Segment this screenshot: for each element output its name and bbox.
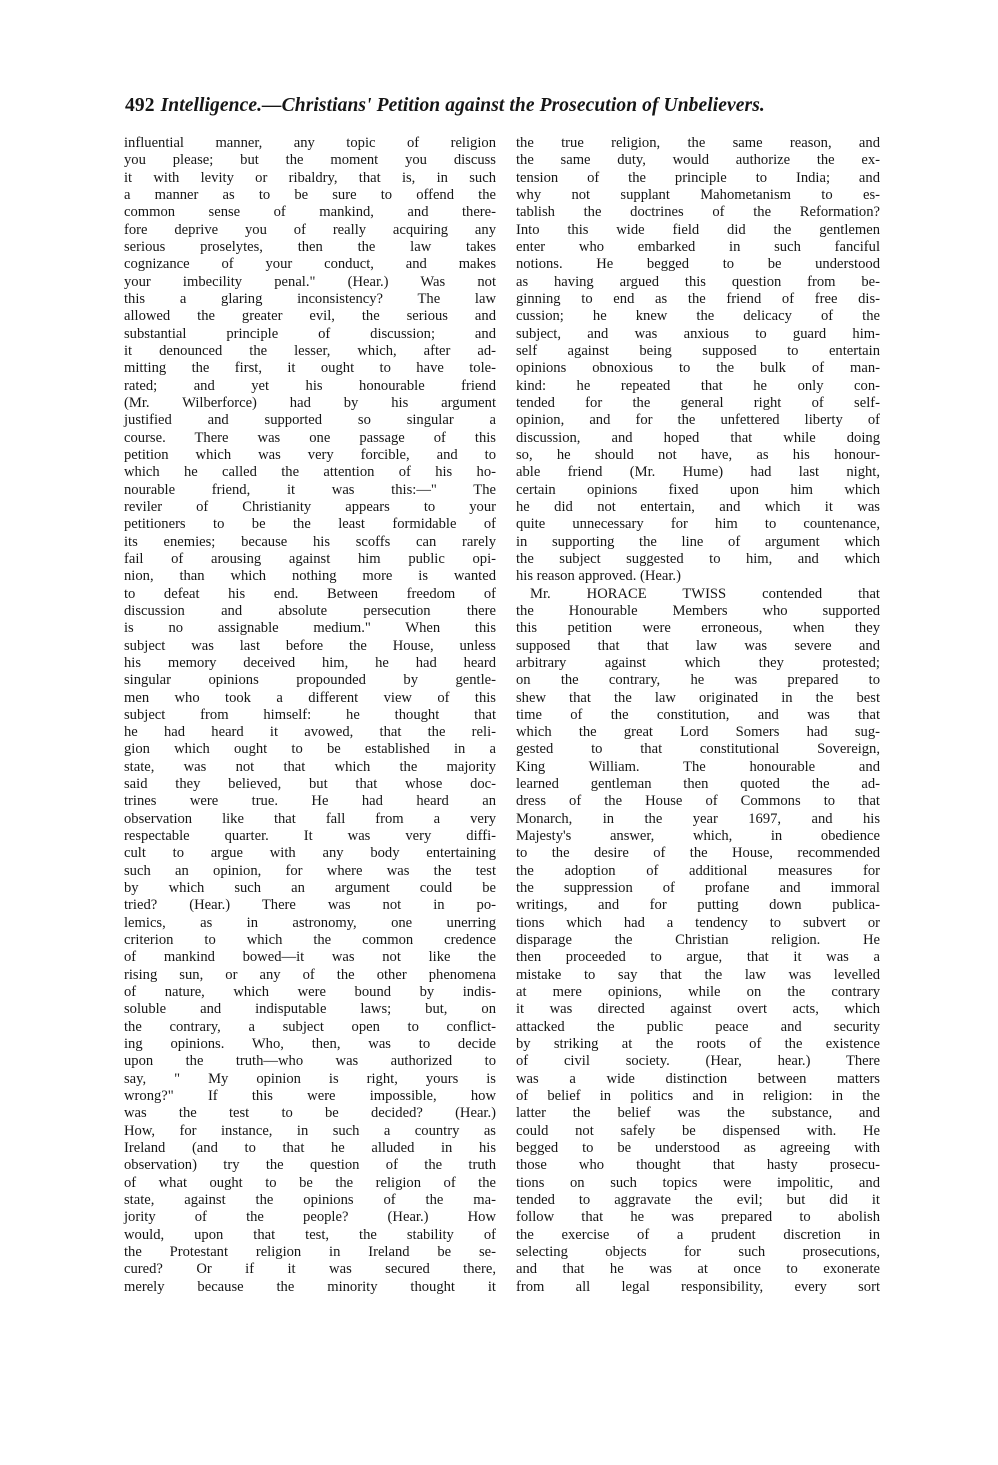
text-line: discussion, and hoped that while doing bbox=[516, 429, 880, 446]
text-line: ing opinions. Who, then, was to decide bbox=[124, 1036, 496, 1053]
text-line: Mr. HORACE TWISS contended that bbox=[530, 585, 880, 602]
text-line: said they believed, but that whose doc- bbox=[124, 776, 496, 793]
text-line: at mere opinions, while on the contrary bbox=[516, 984, 880, 1001]
text-line: of belief in politics and in religion: in the bbox=[516, 1088, 880, 1105]
text-line: arbitrary against which they protested; bbox=[516, 654, 880, 671]
text-line: nion, than which nothing more is wanted bbox=[124, 568, 496, 585]
text-line: discussion and absolute persecution there bbox=[124, 602, 496, 619]
text-line: in supporting the line of argument which bbox=[516, 533, 880, 550]
text-line: this a glaring inconsistency? The law bbox=[124, 290, 496, 307]
text-line: enter who embarked in such fanciful bbox=[516, 238, 880, 255]
text-line: of nature, which were bound by indis- bbox=[124, 984, 496, 1001]
text-line: of civil society. (Hear, hear.) There bbox=[516, 1053, 880, 1070]
text-line: tended to aggravate the evil; but did it bbox=[516, 1192, 880, 1209]
text-line: respectable quarter. It was very diffi- bbox=[124, 828, 496, 845]
text-line: such an opinion, for where was the test bbox=[124, 862, 496, 879]
text-line: the suppression of profane and immoral bbox=[516, 880, 880, 897]
text-line: merely because the minority thought it bbox=[124, 1278, 496, 1295]
text-line: tablish the doctrines of the Reformation? bbox=[516, 204, 880, 221]
text-line: its enemies; because his scoffs can rarely bbox=[124, 533, 496, 550]
text-line: cult to argue with any body entertaining bbox=[124, 845, 496, 862]
text-line: the true religion, the same reason, and bbox=[516, 135, 880, 151]
text-line: was the test to be decided? (Hear.) bbox=[124, 1105, 496, 1122]
text-line: opinions obnoxious to the bulk of man- bbox=[516, 360, 880, 377]
text-line: fail of arousing against him public opi- bbox=[124, 550, 496, 567]
text-line: so, he should not have, as his honour- bbox=[516, 446, 880, 463]
text-line: King William. The honourable and bbox=[516, 758, 880, 775]
text-line: the Honourable Members who supported bbox=[516, 602, 880, 619]
text-line: then proceeded to argue, that it was a bbox=[516, 949, 880, 966]
text-line: those who thought that hasty prosecu- bbox=[516, 1157, 880, 1174]
text-line: and that he was at once to exonerate bbox=[516, 1261, 880, 1278]
text-line: could not safely be dispensed with. He bbox=[516, 1122, 880, 1139]
text-line: by which such an argument could be bbox=[124, 880, 496, 897]
text-line: it denounced the lesser, which, after ad- bbox=[124, 342, 496, 359]
text-line: from all legal responsibility, every sort bbox=[516, 1278, 880, 1295]
text-line: influential manner, any topic of religion bbox=[124, 135, 496, 151]
text-line: serious proselytes, then the law takes bbox=[124, 238, 496, 255]
text-line: by striking at the roots of the existence bbox=[516, 1036, 880, 1053]
text-line: ginning to end as the friend of free dis- bbox=[516, 290, 880, 307]
text-line: observation like that fall from a very bbox=[124, 810, 496, 827]
text-line: a manner as to be sure to offend the bbox=[124, 186, 496, 203]
text-line: Monarch, in the year 1697, and his bbox=[516, 810, 880, 827]
text-line: the adoption of additional measures for bbox=[516, 862, 880, 879]
text-line: why not supplant Mahometanism to es- bbox=[516, 186, 880, 203]
text-line: mistake to say that the law was levelled bbox=[516, 966, 880, 983]
text-line: state, against the opinions of the ma- bbox=[124, 1192, 496, 1209]
text-line: quite unnecessary for him to countenance, bbox=[516, 516, 880, 533]
text-line: the Protestant religion in Ireland be se- bbox=[124, 1244, 496, 1260]
text-line: selecting objects for such prosecutions, bbox=[516, 1244, 880, 1260]
text-line: time of the constitution, and was that bbox=[516, 706, 880, 723]
text-line: tension of the principle to India; and bbox=[516, 169, 880, 186]
text-line: tended for the general right of self- bbox=[516, 394, 880, 411]
text-line: which he called the attention of his ho- bbox=[124, 464, 496, 481]
text-line: your imbecility penal." (Hear.) Was not bbox=[124, 273, 496, 290]
text-line: of mankind bowed—it was not like the bbox=[124, 949, 496, 966]
text-line: to defeat his end. Between freedom of bbox=[124, 585, 496, 602]
text-line: tions on such topics were impolitic, and bbox=[516, 1174, 880, 1191]
text-line: subject was last before the House, unless bbox=[124, 637, 496, 654]
text-line: which the great Lord Somers had sug- bbox=[516, 724, 880, 741]
text-column-right bbox=[516, 135, 880, 1296]
text-line: writings, and for putting down publica- bbox=[516, 897, 880, 914]
text-line: supposed that that law was severe and bbox=[516, 637, 880, 654]
page-number: 492 bbox=[125, 95, 155, 116]
text-line: learned gentleman then quoted the ad- bbox=[516, 776, 880, 793]
text-line: the subject suggested to him, and which bbox=[516, 550, 880, 567]
text-line: mitting the first, it ought to have tole- bbox=[124, 360, 496, 377]
text-line: cured? Or if it was secured there, bbox=[124, 1261, 496, 1278]
text-line: notions. He begged to be understood bbox=[516, 256, 880, 273]
text-line: petition which was very forcible, and to bbox=[124, 446, 496, 463]
text-line: justified and supported so singular a bbox=[124, 412, 496, 429]
text-line: begged to be understood as agreeing with bbox=[516, 1140, 880, 1157]
text-line: of what ought to be the religion of the bbox=[124, 1174, 496, 1191]
text-line: certain opinions fixed upon him which bbox=[516, 481, 880, 498]
running-title: Intelligence.—Christians' Petition against the Prosecution of Unbelievers. bbox=[160, 95, 765, 116]
text-line: cussion; he knew the delicacy of the bbox=[516, 308, 880, 325]
text-line: kind: he repeated that he only con- bbox=[516, 377, 880, 394]
text-line: was a wide distinction between matters bbox=[516, 1070, 880, 1087]
text-line: rated; and yet his honourable friend bbox=[124, 377, 496, 394]
text-line: attacked the public peace and security bbox=[516, 1018, 880, 1035]
text-line: would, upon that test, the stability of bbox=[124, 1226, 496, 1243]
text-line: is no assignable medium." When this bbox=[124, 620, 496, 637]
text-line: Into this wide field did the gentlemen bbox=[516, 221, 880, 238]
text-line: men who took a different view of this bbox=[124, 689, 496, 706]
text-line: the exercise of a prudent discretion in bbox=[516, 1226, 880, 1243]
text-line: able friend (Mr. Hume) had last night, bbox=[516, 464, 880, 481]
text-line: on the contrary, he was prepared to bbox=[516, 672, 880, 689]
text-line: self against being supposed to entertain bbox=[516, 342, 880, 359]
text-line: you please; but the moment you discuss bbox=[124, 152, 496, 169]
running-head bbox=[125, 95, 885, 117]
text-line: subject, and was anxious to guard him- bbox=[516, 325, 880, 342]
text-line: allowed the greater evil, the serious and bbox=[124, 308, 496, 325]
text-line: lemics, as in astronomy, one unerring bbox=[124, 914, 496, 931]
text-line: it with levity or ribaldry, that is, in such bbox=[124, 169, 496, 186]
text-line: to the desire of the House, recommended bbox=[516, 845, 880, 862]
text-line: How, for instance, in such a country as bbox=[124, 1122, 496, 1139]
text-line: soluble and indisputable laws; but, on bbox=[124, 1001, 496, 1018]
text-line: trines were true. He had heard an bbox=[124, 793, 496, 810]
text-line: tions which had a tendency to subvert or bbox=[516, 914, 880, 931]
text-line: upon the truth—who was authorized to bbox=[124, 1053, 496, 1070]
text-line: tried? (Hear.) There was not in po- bbox=[124, 897, 496, 914]
text-line: follow that he was prepared to abolish bbox=[516, 1209, 880, 1226]
text-line: latter the belief was the substance, and bbox=[516, 1105, 880, 1122]
text-line: criterion to which the common credence bbox=[124, 932, 496, 949]
text-line: wrong?" If this were impossible, how bbox=[124, 1088, 496, 1105]
text-line: the contrary, a subject open to conflict- bbox=[124, 1018, 496, 1035]
text-line: shew that the law originated in the best bbox=[516, 689, 880, 706]
text-line: he had heard it avowed, that the reli- bbox=[124, 724, 496, 741]
text-line: nourable friend, it was this:—" The bbox=[124, 481, 496, 498]
text-line: jority of the people? (Hear.) How bbox=[124, 1209, 496, 1226]
text-line: the same duty, would authorize the ex- bbox=[516, 152, 880, 169]
text-line: observation) try the question of the truth bbox=[124, 1157, 496, 1174]
text-line: as having argued this question from be- bbox=[516, 273, 880, 290]
text-line: petitioners to be the least formidable of bbox=[124, 516, 496, 533]
text-line: disparage the Christian religion. He bbox=[516, 932, 880, 949]
text-line: gion which ought to be established in a bbox=[124, 741, 496, 758]
text-line: common sense of mankind, and there- bbox=[124, 204, 496, 221]
text-line: rising sun, or any of the other phenomena bbox=[124, 966, 496, 983]
text-line: subject from himself: he thought that bbox=[124, 706, 496, 723]
text-line: say, " My opinion is right, yours is bbox=[124, 1070, 496, 1087]
text-column-left bbox=[124, 135, 496, 1296]
text-line: state, was not that which the majority bbox=[124, 758, 496, 775]
text-line: this petition were erroneous, when they bbox=[516, 620, 880, 637]
text-line: singular opinions propounded by gentle- bbox=[124, 672, 496, 689]
text-line: fore deprive you of really acquiring any bbox=[124, 221, 496, 238]
text-line: substantial principle of discussion; and bbox=[124, 325, 496, 342]
text-line: Ireland (and to that he alluded in his bbox=[124, 1140, 496, 1157]
text-line: dress of the House of Commons to that bbox=[516, 793, 880, 810]
text-line: gested to that constitutional Sovereign, bbox=[516, 741, 880, 758]
text-line: Majesty's answer, which, in obedience bbox=[516, 828, 880, 845]
text-line: course. There was one passage of this bbox=[124, 429, 496, 446]
text-line: he did not entertain, and which it was bbox=[516, 498, 880, 515]
text-line: his memory deceived him, he had heard bbox=[124, 654, 496, 671]
text-line: (Mr. Wilberforce) had by his argument bbox=[124, 394, 496, 411]
text-line: his reason approved. (Hear.) bbox=[516, 568, 681, 585]
text-line: reviler of Christianity appears to your bbox=[124, 498, 496, 515]
text-line: cognizance of your conduct, and makes bbox=[124, 256, 496, 273]
text-line: opinion, and for the unfettered liberty of bbox=[516, 412, 880, 429]
text-line: it was directed against overt acts, which bbox=[516, 1001, 880, 1018]
